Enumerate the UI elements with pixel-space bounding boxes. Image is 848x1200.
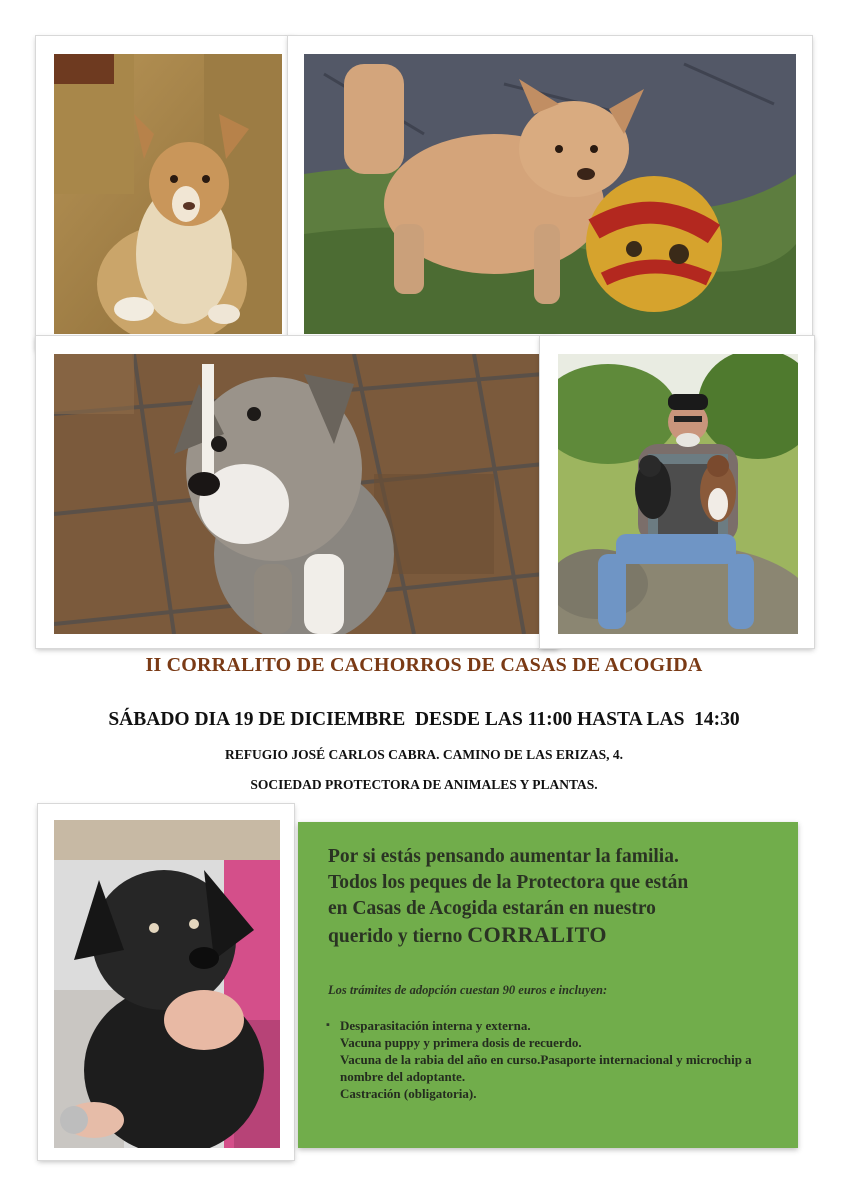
intro-text: [328, 844, 788, 950]
event-location: REFUGIO JOSÉ CARLOS CABRA. CAMINO DE LAS ERIZAS, 4.: [225, 747, 623, 762]
list-item: ▪ Desparasitación interna y externa.: [326, 1018, 531, 1033]
intro-line: Por si estás pensando aumentar la familia.: [328, 846, 679, 867]
intro-line: [328, 922, 788, 950]
brindle-puppy-on-tiles-photo: [36, 336, 558, 648]
puppy-with-ball-photo: [288, 36, 812, 350]
intro-line: en Casas de Acogida estarán en nuestro: [328, 898, 656, 919]
bullet-icon: ▪: [326, 1019, 330, 1031]
adoption-info-box: [298, 822, 798, 1148]
list-item: Vacuna puppy y primera dosis de recuerdo.: [340, 1035, 582, 1050]
black-puppy-held-photo: [38, 804, 294, 1160]
event-title: II CORRALITO DE CACHORROS DE CASAS DE ACOGIDA: [145, 654, 703, 676]
list-item: Vacuna de la rabia del año en curso.Pasaporte internacional y microchip a nombre del adoptante.: [340, 1052, 752, 1084]
man-holding-two-puppies-photo: [540, 336, 814, 648]
intro-last-prefix: querido y tierno: [328, 926, 468, 947]
corralito-highlight: CORRALITO: [467, 922, 608, 947]
intro-line: Todos los peques de la Protectora que están: [328, 872, 689, 893]
puppy-on-armchair-photo: [36, 36, 294, 350]
event-date-time: SÁBADO DIA 19 DE DICIEMBRE DESDE LAS 11:00 HASTA LAS 14:30: [108, 709, 740, 730]
adoption-fees-text: Los trámites de adopción cuestan 90 euros e incluyen:: [328, 983, 608, 997]
organization-name: SOCIEDAD PROTECTORA DE ANIMALES Y PLANTAS.: [250, 777, 598, 792]
list-item: Castración (obligatoria).: [340, 1086, 477, 1101]
adoption-includes-list: [324, 1017, 784, 1102]
